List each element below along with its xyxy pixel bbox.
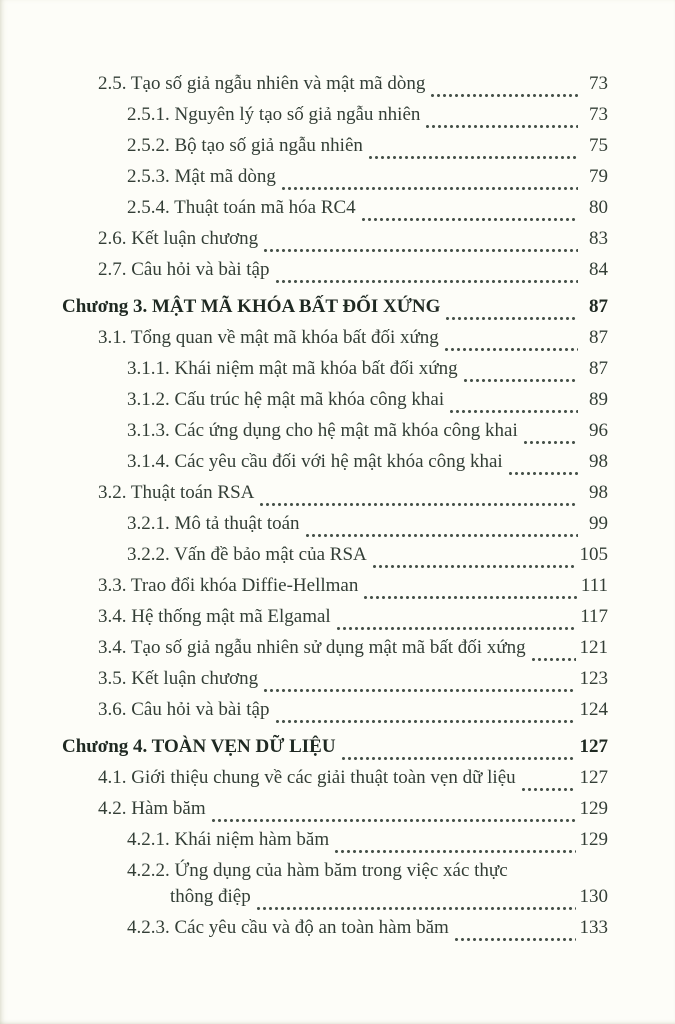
- toc-entry: [62, 228, 608, 259]
- page-number: 96: [589, 420, 608, 441]
- page-number: 75: [589, 135, 608, 156]
- toc-entry-label: 3.1.2. Cấu trúc hệ mật mã khóa công khai: [127, 389, 445, 410]
- dot-leader: [522, 788, 576, 791]
- page-number: 84: [589, 259, 608, 280]
- toc-entry-label: 3.4. Hệ thống mật mã Elgamal: [98, 606, 331, 627]
- toc-entry: [62, 73, 608, 104]
- dot-leader: [264, 249, 578, 252]
- toc-entry: [62, 358, 608, 389]
- page-number: 73: [589, 104, 608, 125]
- toc-list: [62, 73, 608, 948]
- toc-entry-label: 3.1.1. Khái niệm mật mã khóa bất đối xứng: [127, 358, 458, 379]
- toc-entry: [62, 166, 608, 197]
- dot-leader: [446, 317, 578, 320]
- toc-entry-label: 4.2.2. Ứng dụng của hàm băm trong việc xác thực: [127, 860, 508, 881]
- page-number: 98: [589, 482, 608, 503]
- toc-entry: [62, 104, 608, 135]
- dot-leader: [509, 472, 578, 475]
- toc-entry-label: 4.1. Giới thiệu chung về các giải thuật toàn vẹn dữ liệu: [98, 767, 516, 788]
- toc-entry: [62, 606, 608, 637]
- toc-entry: [62, 668, 608, 699]
- dot-leader: [264, 689, 575, 692]
- toc-entry-label: Chương 4. TOÀN VẸN DỮ LIỆU: [62, 736, 336, 757]
- dot-leader: [431, 94, 578, 97]
- page-number: 129: [579, 829, 608, 850]
- toc-entry-label: 3.3. Trao đổi khóa Diffie-Hellman: [98, 575, 359, 596]
- dot-leader: [369, 156, 578, 159]
- toc-entry: [62, 451, 608, 482]
- toc-entry-label: 3.1. Tổng quan về mật mã khóa bất đối xứng: [98, 327, 439, 348]
- toc-entry-label: Chương 3. MẬT MÃ KHÓA BẤT ĐỐI XỨNG: [62, 296, 441, 317]
- toc-entry-label: 3.1.4. Các yêu cầu đối với hệ mật khóa công khai: [127, 451, 503, 472]
- page-number: 117: [580, 606, 608, 627]
- page-number: 129: [579, 798, 608, 819]
- toc-entry-label: 2.5.4. Thuật toán mã hóa RC4: [127, 197, 356, 218]
- toc-entry: [62, 767, 608, 798]
- dot-leader: [445, 348, 578, 351]
- toc-entry: [62, 259, 608, 290]
- page-number: 87: [589, 358, 608, 379]
- page-number: 130: [579, 886, 608, 907]
- dot-leader: [282, 187, 578, 190]
- toc-entry-label: 3.6. Câu hỏi và bài tập: [98, 699, 270, 720]
- toc-entry: [62, 389, 608, 420]
- page-number: 89: [589, 389, 608, 410]
- page-number: 111: [580, 575, 608, 596]
- toc-entry: [62, 637, 608, 668]
- page-number: 123: [579, 668, 608, 689]
- dot-leader: [260, 503, 578, 506]
- dot-leader: [455, 938, 576, 941]
- toc-entry: [62, 513, 608, 544]
- toc-entry-label: 3.4. Tạo số giả ngẫu nhiên sử dụng mật mã bất đối xứng: [98, 637, 526, 658]
- page-number: 73: [589, 73, 608, 94]
- toc-entry: [62, 327, 608, 358]
- dot-leader: [342, 757, 576, 760]
- dot-leader: [364, 596, 577, 599]
- toc-entry: [62, 197, 608, 228]
- page-number: 98: [589, 451, 608, 472]
- toc-entry-label: 3.2.2. Vấn đề bảo mật của RSA: [127, 544, 367, 565]
- dot-leader: [212, 819, 576, 822]
- page-number: 83: [589, 228, 608, 249]
- dot-leader: [450, 410, 578, 413]
- page-number: 121: [579, 637, 608, 658]
- page-number: 127: [579, 767, 608, 788]
- dot-leader: [276, 720, 576, 723]
- page-number: 133: [579, 917, 608, 938]
- page-number: 80: [589, 197, 608, 218]
- toc-entry-label: 4.2.3. Các yêu cầu và độ an toàn hàm băm: [127, 917, 449, 938]
- dot-leader: [335, 850, 575, 853]
- toc-entry: [62, 482, 608, 513]
- toc-entry: [62, 829, 608, 860]
- dot-leader: [532, 658, 576, 661]
- toc-entry-label: thông điệp: [170, 886, 251, 907]
- page-number: 105: [579, 544, 608, 565]
- dot-leader: [464, 379, 578, 382]
- toc-entry: [62, 544, 608, 575]
- page-number: 99: [589, 513, 608, 534]
- dot-leader: [337, 627, 577, 630]
- page-number: 87: [589, 327, 608, 348]
- dot-leader: [426, 125, 578, 128]
- toc-entry-label: 2.5.3. Mật mã dòng: [127, 166, 276, 187]
- dot-leader: [373, 565, 576, 568]
- toc-entry-label: 4.2.1. Khái niệm hàm băm: [127, 829, 330, 850]
- toc-entry: [62, 575, 608, 606]
- toc-entry-label: 3.2.1. Mô tả thuật toán: [127, 513, 300, 534]
- dot-leader: [276, 280, 579, 283]
- toc-entry: [62, 917, 608, 948]
- toc-entry: [62, 420, 608, 451]
- page-number: 124: [579, 699, 608, 720]
- toc-entry-label: 2.6. Kết luận chương: [98, 228, 259, 249]
- toc-entry: [62, 886, 608, 917]
- toc-entry: [62, 135, 608, 166]
- page-number: 87: [589, 296, 608, 317]
- page-number: 127: [579, 736, 608, 757]
- dot-leader: [306, 534, 578, 537]
- toc-entry-label: 2.5.2. Bộ tạo số giả ngẫu nhiên: [127, 135, 363, 156]
- toc-entry: [62, 296, 608, 327]
- dot-leader: [257, 907, 576, 910]
- page-number: 79: [589, 166, 608, 187]
- toc-entry-label: 4.2. Hàm băm: [98, 798, 206, 819]
- toc-entry: [62, 699, 608, 730]
- toc-entry: [62, 798, 608, 829]
- dot-leader: [362, 218, 578, 221]
- toc-entry-label: 3.5. Kết luận chương: [98, 668, 259, 689]
- toc-entry-label: 2.7. Câu hỏi và bài tập: [98, 259, 270, 280]
- toc-entry-label: 2.5.1. Nguyên lý tạo số giả ngẫu nhiên: [127, 104, 421, 125]
- toc-entry-label: 3.2. Thuật toán RSA: [98, 482, 255, 503]
- dot-leader: [524, 441, 578, 444]
- toc-entry-label: 3.1.3. Các ứng dụng cho hệ mật mã khóa công khai: [127, 420, 518, 441]
- toc-entry-label: 2.5. Tạo số giả ngẫu nhiên và mật mã dòng: [98, 73, 426, 94]
- toc-entry: [62, 736, 608, 767]
